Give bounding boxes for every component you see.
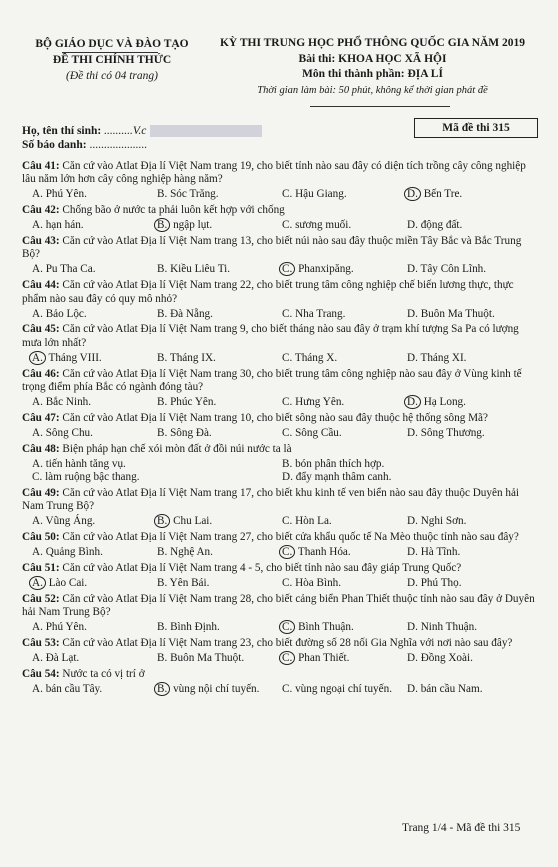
option-letter: D. — [407, 307, 418, 320]
header-divider-left — [62, 52, 158, 53]
option-text: Bến Tre. — [423, 188, 463, 201]
option-letter: D. — [407, 682, 418, 695]
option-text: Bảo Lộc. — [45, 307, 87, 320]
question-item — [22, 637, 540, 650]
option-letter: B. — [157, 351, 168, 364]
answer-option[interactable] — [157, 577, 282, 590]
answer-options — [22, 396, 540, 409]
option-letter: A. — [32, 188, 43, 201]
option-text: Hạ Long. — [423, 396, 466, 409]
option-text: Phú Yên. — [45, 621, 87, 634]
option-letter: D. — [407, 515, 418, 528]
question-number: Câu 46: — [22, 367, 60, 380]
question-text: Căn cứ vào Atlat Địa lí Việt Nam trang 30, cho biết trung tâm công nghiệp nào sau đây ở Vùng kinh tế trọng điểm phía Bắc có ngành đóng tàu? — [22, 367, 522, 394]
option-text: Phúc Yên. — [170, 396, 217, 409]
answer-options — [22, 577, 540, 590]
option-text: Nha Trang. — [295, 307, 346, 320]
answer-option[interactable] — [407, 427, 532, 440]
sbd-label: Số báo danh: — [22, 139, 87, 151]
option-text: Sông Chu. — [45, 426, 93, 439]
option-text: bán cầu Nam. — [420, 682, 483, 695]
option-letter: C. — [282, 219, 293, 232]
option-text: Lào Cai. — [48, 576, 88, 589]
option-text: vùng ngoại chí tuyến. — [295, 682, 393, 695]
answer-option[interactable] — [282, 683, 407, 696]
option-letter: D. — [407, 219, 418, 232]
answer-option[interactable] — [282, 263, 407, 276]
answer-option[interactable] — [157, 621, 282, 634]
time-note: Thời gian làm bài: 50 phút, không kể thời gian phát đề — [257, 84, 488, 96]
option-text: Sông Đà. — [170, 426, 212, 439]
option-letter: C. — [282, 426, 293, 439]
answer-option[interactable] — [32, 219, 157, 232]
option-text: Hà Tĩnh. — [420, 546, 461, 559]
option-letter: C. — [282, 351, 293, 364]
question-text: Căn cứ vào Atlat Địa lí Việt Nam trang 10, cho biết sông nào sau đây thuộc hệ thống sông Mã? — [62, 411, 488, 424]
option-text: Phú Thọ. — [420, 576, 462, 589]
option-text: Sông Cầu. — [295, 426, 342, 439]
option-text: Pu Tha Ca. — [45, 263, 96, 276]
answer-option[interactable] — [32, 396, 157, 409]
question-list — [22, 160, 540, 698]
option-letter: D. — [404, 395, 421, 409]
option-text: Buôn Ma Thuột. — [420, 307, 495, 320]
question-text: Căn cứ vào Atlat Địa lí Việt Nam trang 28, cho biết cảng biển Phan Thiết thuộc tỉnh nào sau đây ở Duyên hải Nam Trung Bộ? — [22, 592, 535, 619]
answer-options — [22, 188, 540, 201]
option-letter: A. — [29, 576, 46, 590]
question-number: Câu 50: — [22, 531, 60, 544]
answer-option[interactable] — [32, 577, 157, 590]
answer-option[interactable] — [157, 188, 282, 201]
answer-option[interactable] — [407, 308, 532, 321]
answer-option[interactable] — [157, 652, 282, 665]
answer-options — [22, 458, 540, 485]
question-number: Câu 54: — [22, 667, 60, 680]
option-letter: D. — [282, 471, 293, 484]
answer-option[interactable] — [32, 471, 282, 484]
option-letter: B. — [282, 457, 293, 470]
question-text: Căn cứ vào Atlat Địa lí Việt Nam trang 23, cho biết đường số 28 nối Gia Nghĩa với nơi nào sau đây? — [62, 636, 513, 649]
question-text: Căn cứ vào Atlat Địa lí Việt Nam trang 4 - 5, cho biết tỉnh nào sau đây giáp Trung Quốc? — [62, 561, 462, 574]
question-text: Biện pháp hạn chế xói mòn đất ở đồi núi nước ta là — [62, 442, 292, 455]
option-text: Phan Thiết. — [298, 651, 350, 664]
option-text: Tháng VIII. — [48, 351, 102, 364]
answer-option[interactable] — [157, 263, 282, 276]
option-text: Chu Lai. — [173, 515, 213, 528]
option-text: sương muối. — [295, 219, 352, 232]
option-letter: C. — [282, 576, 293, 589]
official-label: ĐỀ THI CHÍNH THỨC — [52, 54, 172, 66]
answer-option[interactable] — [157, 352, 282, 365]
option-text: ngập lụt. — [173, 219, 213, 232]
option-text: Tháng IX. — [169, 351, 216, 364]
answer-option[interactable] — [407, 352, 532, 365]
option-text: Hòa Bình. — [295, 576, 342, 589]
question-text: Căn cứ vào Atlat Địa lí Việt Nam trang 27, cho biết cửa khẩu quốc tế Na Mèo thuộc tỉnh nào sau đây? — [62, 531, 519, 544]
option-letter: B. — [157, 188, 168, 201]
question-item — [22, 531, 540, 544]
answer-options — [22, 308, 540, 321]
option-letter: D. — [407, 621, 418, 634]
option-text: Đà Nẵng. — [170, 307, 213, 320]
answer-option[interactable] — [407, 396, 532, 409]
option-text: Phú Yên. — [45, 188, 87, 201]
option-text: Thanh Hóa. — [297, 546, 351, 559]
option-letter: C. — [279, 545, 295, 559]
option-letter: D. — [407, 576, 418, 589]
option-letter: C. — [279, 262, 295, 276]
option-text: Tháng X. — [294, 351, 338, 364]
answer-option[interactable] — [407, 683, 532, 696]
option-text: Ninh Thuận. — [420, 621, 478, 634]
answer-option[interactable] — [282, 515, 407, 528]
question-number: Câu 42: — [22, 204, 60, 217]
answer-option[interactable] — [157, 515, 282, 528]
answer-options — [22, 546, 540, 559]
pages-note: (Đề thi có 04 trang) — [66, 70, 158, 82]
question-number: Câu 43: — [22, 235, 60, 247]
answer-option[interactable] — [157, 396, 282, 409]
answer-option[interactable] — [32, 352, 157, 365]
answer-option[interactable] — [282, 652, 407, 665]
answer-option[interactable] — [282, 396, 407, 409]
question-item — [22, 368, 540, 395]
option-letter: C. — [32, 471, 43, 484]
option-text: Bình Định. — [170, 621, 220, 634]
answer-option[interactable] — [282, 308, 407, 321]
option-letter: D. — [407, 351, 418, 364]
option-letter: C. — [279, 620, 295, 634]
question-item — [22, 668, 540, 681]
answer-option[interactable] — [282, 471, 532, 484]
option-text: vùng nội chí tuyến. — [173, 682, 260, 695]
question-number: Câu 48: — [22, 442, 60, 455]
question-number: Câu 51: — [22, 561, 60, 574]
question-item — [22, 562, 540, 575]
answer-option[interactable] — [282, 577, 407, 590]
answer-options — [22, 683, 540, 696]
option-text: Quảng Bình. — [45, 546, 103, 559]
question-item — [22, 235, 540, 262]
question-item — [22, 593, 540, 620]
question-number: Câu 49: — [22, 486, 60, 499]
option-text: Hưng Yên. — [295, 396, 345, 409]
option-text: Kiều Liêu Ti. — [170, 263, 231, 276]
option-letter: B. — [154, 218, 170, 232]
question-item — [22, 160, 540, 187]
option-letter: D. — [407, 426, 418, 439]
option-text: Sóc Trăng. — [170, 188, 219, 201]
question-text: Chống bão ở nước ta phải luôn kết hợp với chống — [62, 204, 285, 217]
question-text: Căn cứ vào Atlat Địa lí Việt Nam trang 13, cho biết núi nào sau đây thuộc miền Tây Bắc và Bắc Trung Bộ? — [22, 235, 522, 261]
option-text: làm ruộng bậc thang. — [45, 471, 140, 484]
subject-group: Bài thi: KHOA HỌC XÃ HỘI — [298, 52, 447, 65]
option-letter: B. — [157, 396, 168, 409]
option-letter: B. — [154, 514, 170, 528]
answer-option[interactable] — [157, 546, 282, 559]
answer-option[interactable] — [282, 352, 407, 365]
option-letter: C. — [282, 188, 293, 201]
option-text: Đà Lạt. — [45, 651, 80, 664]
option-text: động đất. — [420, 219, 463, 232]
option-text: Nghệ An. — [170, 546, 213, 559]
question-number: Câu 52: — [22, 592, 60, 605]
answer-option[interactable] — [407, 188, 532, 201]
answer-option[interactable] — [282, 427, 407, 440]
answer-option[interactable] — [407, 577, 532, 590]
option-letter: B. — [157, 426, 168, 439]
answer-option[interactable] — [157, 427, 282, 440]
answer-options — [22, 515, 540, 528]
option-text: hạn hán. — [45, 219, 84, 232]
option-letter: D. — [407, 263, 418, 276]
answer-option[interactable] — [407, 219, 532, 232]
answer-option[interactable] — [157, 219, 282, 232]
answer-option[interactable] — [32, 308, 157, 321]
answer-option[interactable] — [157, 308, 282, 321]
option-letter: A. — [32, 651, 43, 664]
answer-options — [22, 352, 540, 365]
question-text: Nước ta có vị trí ở — [62, 667, 145, 680]
question-number: Câu 53: — [22, 636, 60, 649]
option-letter: C. — [279, 651, 295, 665]
answer-options — [22, 263, 540, 276]
option-letter: C. — [282, 396, 293, 409]
option-text: bón phân thích hợp. — [295, 457, 385, 470]
header-left — [22, 36, 202, 84]
option-letter: A. — [32, 515, 43, 528]
name-label: Họ, tên thí sinh: — [22, 125, 102, 137]
answer-option[interactable] — [32, 515, 157, 528]
option-text: tiến hành tăng vụ. — [45, 457, 126, 470]
answer-option[interactable] — [282, 219, 407, 232]
option-text: Bình Thuận. — [298, 621, 354, 634]
option-letter: A. — [32, 546, 43, 559]
option-text: Nghi Sơn. — [420, 515, 467, 528]
question-text: Căn cứ vào Atlat Địa lí Việt Nam trang 19, cho biết tỉnh nào sau đây có diện tích trồng cây công nghiệp lâu năm lớn hơn cây công nghiệp hàng năm? — [22, 160, 526, 186]
option-letter: B. — [154, 682, 170, 696]
option-letter: D. — [404, 187, 421, 201]
question-number: Câu 41: — [22, 160, 60, 172]
answer-option[interactable] — [32, 546, 157, 559]
answer-option[interactable] — [32, 621, 157, 634]
option-letter: B. — [157, 307, 168, 320]
page-footer: Trang 1/4 - Mã đề thi 315 — [402, 822, 521, 834]
option-letter: D. — [407, 546, 418, 559]
exam-code-box: Mã đề thi 315 — [414, 118, 538, 138]
answer-options — [22, 427, 540, 440]
option-text: Buôn Ma Thuột. — [170, 651, 245, 664]
redacted-name — [150, 125, 262, 137]
question-item — [22, 412, 540, 425]
option-text: Tháng XI. — [420, 351, 467, 364]
option-text: Sông Thương. — [420, 426, 485, 439]
question-item — [22, 279, 540, 306]
option-letter: C. — [282, 307, 293, 320]
answer-option[interactable] — [282, 621, 407, 634]
option-letter: A. — [32, 621, 43, 634]
question-text: Căn cứ vào Atlat Địa lí Việt Nam trang 22, cho biết trung tâm công nghiệp chế biến lương thực, thực phẩm nào sau đây có quy mô nhỏ? — [22, 279, 514, 305]
option-letter: A. — [32, 219, 43, 232]
answer-options — [22, 219, 540, 232]
option-letter: B. — [157, 651, 168, 664]
option-text: bán cầu Tây. — [45, 682, 103, 695]
ministry-name: BỘ GIÁO DỤC VÀ ĐÀO TẠO — [35, 38, 189, 50]
question-number: Câu 44: — [22, 279, 60, 292]
answer-option[interactable] — [407, 652, 532, 665]
answer-option[interactable] — [32, 683, 157, 696]
answer-option[interactable] — [32, 458, 282, 471]
option-letter: A. — [32, 426, 43, 439]
option-letter: B. — [157, 576, 168, 589]
question-text: Căn cứ vào Atlat Địa lí Việt Nam trang 9, cho biết tháng nào sau đây ở trạm khí tượng Sa Pa có lượng mưa lớn nhất? — [22, 323, 519, 349]
option-text: Phanxipăng. — [298, 263, 354, 276]
answer-option[interactable] — [32, 263, 157, 276]
option-text: Hòn La. — [295, 515, 332, 528]
answer-option[interactable] — [32, 427, 157, 440]
answer-option[interactable] — [407, 263, 532, 276]
answer-option[interactable] — [32, 652, 157, 665]
question-item — [22, 204, 540, 217]
option-text: Yên Bái. — [169, 576, 210, 589]
option-letter: B. — [157, 546, 168, 559]
answer-option[interactable] — [282, 458, 532, 471]
option-text: Bắc Ninh. — [45, 396, 92, 409]
option-letter: A. — [32, 307, 43, 320]
question-number: Câu 47: — [22, 411, 60, 424]
question-text: Căn cứ vào Atlat Địa lí Việt Nam trang 17, cho biết khu kinh tế ven biển nào sau đây thuộc Duyên hải Nam Trung Bộ? — [22, 486, 520, 513]
question-item — [22, 443, 540, 456]
option-letter: B. — [157, 621, 168, 634]
option-text: Vũng Áng. — [45, 515, 96, 528]
option-text: Tây Côn Lĩnh. — [420, 263, 487, 276]
option-letter: D. — [407, 651, 418, 664]
answer-option[interactable] — [32, 188, 157, 201]
answer-option[interactable] — [407, 515, 532, 528]
header-divider-right — [310, 106, 450, 107]
option-letter: A. — [32, 682, 43, 695]
name-value: ..........V.c — [104, 125, 147, 137]
option-text: Hậu Giang. — [295, 188, 347, 201]
exam-title: KỲ THI TRUNG HỌC PHỔ THÔNG QUỐC GIA NĂM 2019 — [219, 37, 526, 49]
option-letter: A. — [32, 263, 43, 276]
option-letter: B. — [157, 263, 168, 276]
answer-options — [22, 652, 540, 665]
question-number: Câu 45: — [22, 323, 60, 336]
answer-options — [22, 621, 540, 634]
answer-option[interactable] — [407, 621, 532, 634]
question-item — [22, 323, 540, 350]
option-letter: A. — [32, 457, 43, 470]
option-text: đẩy mạnh thâm canh. — [295, 471, 392, 484]
header-right — [205, 36, 540, 98]
candidate-info — [22, 124, 262, 152]
sbd-value: .................... — [89, 139, 147, 151]
option-letter: A. — [29, 351, 46, 365]
option-letter: A. — [32, 396, 43, 409]
option-letter: C. — [282, 515, 293, 528]
answer-option[interactable] — [157, 683, 282, 696]
answer-option[interactable] — [282, 546, 407, 559]
answer-option[interactable] — [407, 546, 532, 559]
question-item — [22, 487, 540, 514]
component-subject: Môn thi thành phần: ĐỊA LÍ — [302, 68, 443, 80]
option-text: Đồng Xoài. — [420, 651, 473, 664]
option-letter: C. — [282, 682, 293, 695]
answer-option[interactable] — [282, 188, 407, 201]
